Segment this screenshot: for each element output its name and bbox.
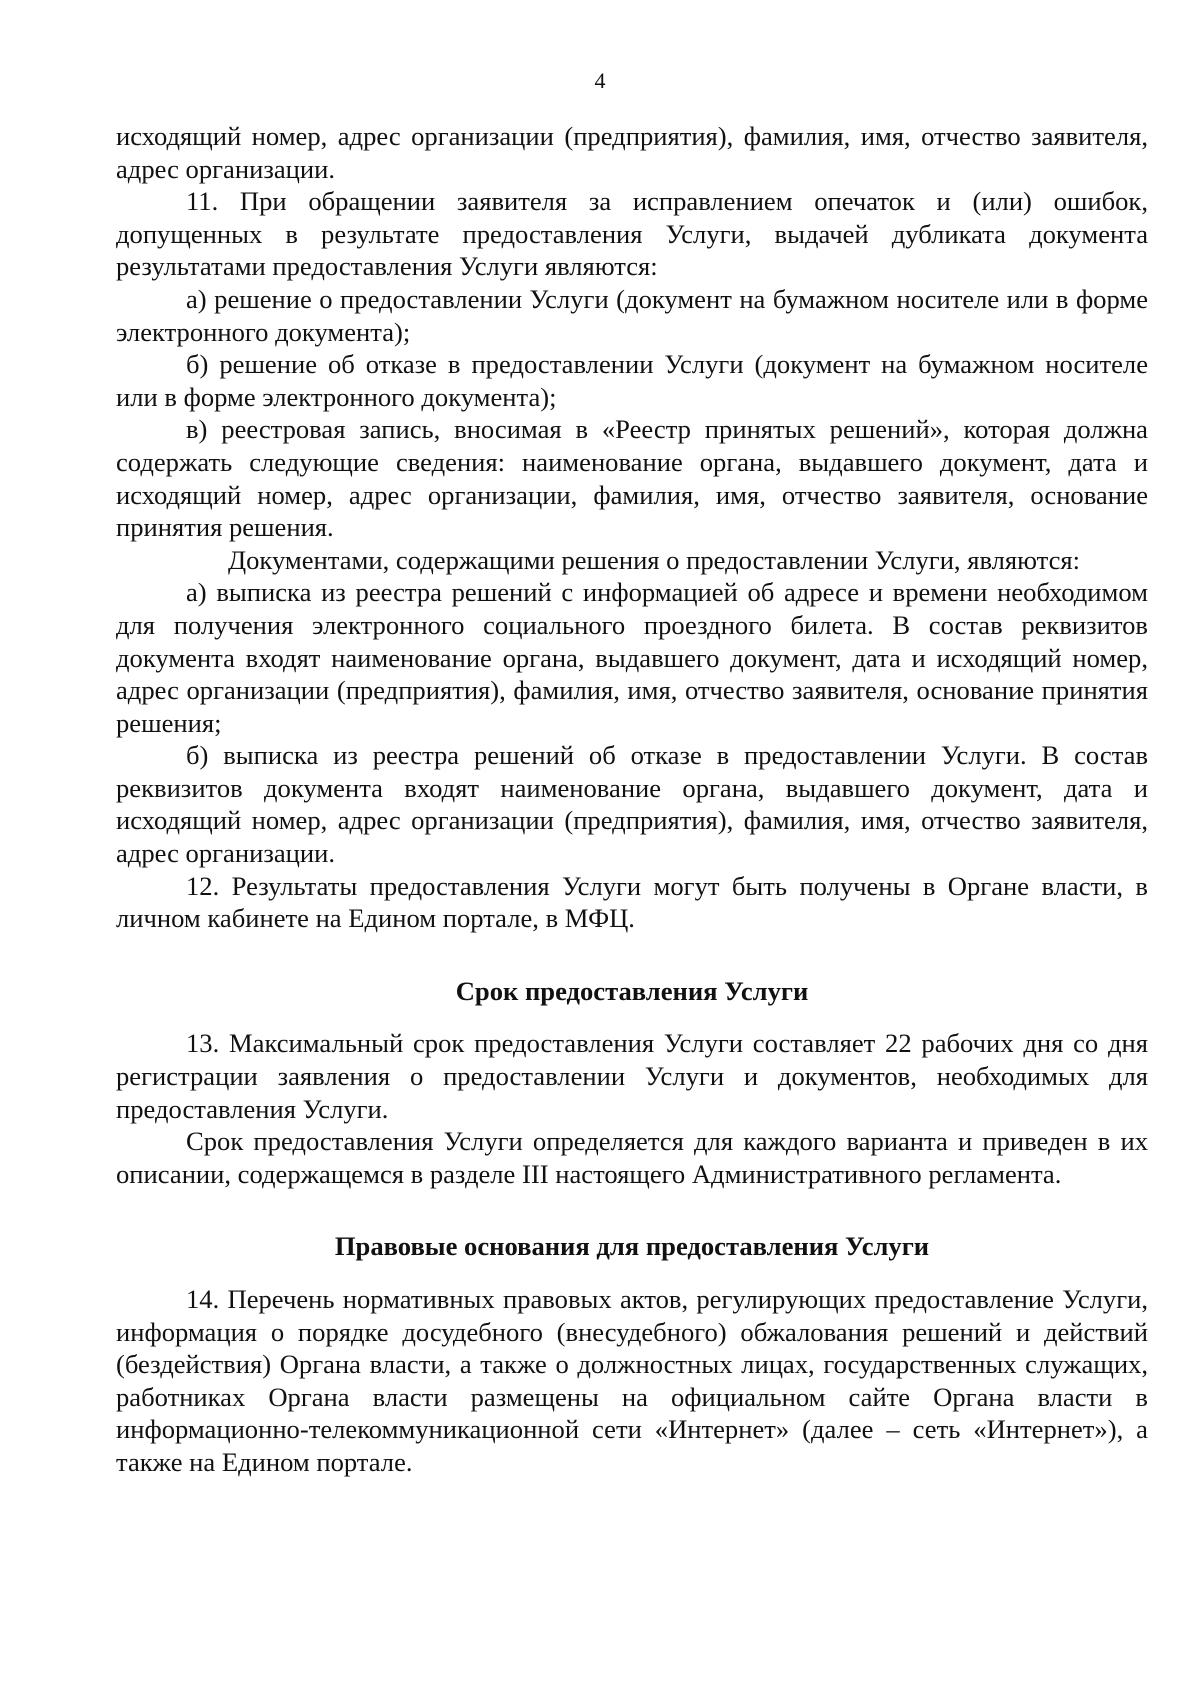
item-a-decision: а) решение о предоставлении Услуги (документ на бумажном носителе или в форме электронного документа); [116,283,1148,347]
paragraph-continuation: исходящий номер, адрес организации (предприятия), фамилия, имя, отчество заявителя, адрес организации. [116,121,1148,184]
paragraph-14: 14. Перечень нормативных правовых актов, регулирующих предоставление Услуги, информация о порядке досудебного (внесудебного) обжалования решений и действий (бездействия) Органа власти, а также о должностных лицах, государственных служащих, работниках Органа власти размещены на официальном сайте Органа власти в информационно-телекоммуникационной сети «Интернет» (далее – сеть «Интернет»), а также на Едином портале. [116,1284,1148,1477]
page-number: 4 [594,68,606,93]
item-b-refusal: б) решение об отказе в предоставлении Услуги (документ на бумажном носителе или в форме электронного документа); [116,349,1148,412]
paragraph-term-variants: Срок предоставления Услуги определяется для каждого варианта и приведен в их описании, содержащемся в разделе III настоящего Административного регламента. [116,1126,1148,1189]
documents-intro: Документами, содержащими решения о предоставлении Услуги, являются: [228,544,1081,575]
paragraph-11: 11. При обращении заявителя за исправлением опечаток и (или) ошибок, допущенных в результате предоставления Услуги, выдачей дубликата документа результатами предоставления Услуги являются: [116,186,1148,282]
section-heading-term: Срок предоставления Услуги [455,975,809,1006]
section-heading-legal: Правовые основания для предоставления Услуги [334,1231,930,1262]
item-a-extract: а) выписка из реестра решений с информацией об адресе и времени необходимом для получения электронного социального проездного билета. В состав реквизитов документа входят наименование органа, выдавшего документ, дата и исходящий номер, адрес организации (предприятия), фамилия, имя, отчество заявителя, основание принятия решения; [116,577,1148,738]
document-body [116,120,1148,1479]
item-b-extract-refusal: б) выписка из реестра решений об отказе в предоставлении Услуги. В состав реквизитов документа входят наименование органа, выдавшего документ, дата и исходящий номер, адрес организации (предприятия), фамилия, имя, отчество заявителя, адрес организации. [116,740,1148,869]
paragraph-13: 13. Максимальный срок предоставления Услуги составляет 22 рабочих дня со дня регистрации заявления о предоставлении Услуги и документов, необходимых для предоставления Услуги. [116,1028,1148,1124]
item-v-registry-record: в) реестровая запись, вносимая в «Реестр принятых решений», которая должна содержать следующие сведения: наименование органа, выдавшего документ, дата и исходящий номер, адрес организации, фамилия, имя, отчество заявителя, основание принятия решения. [116,414,1148,543]
paragraph-12: 12. Результаты предоставления Услуги могут быть получены в Органе власти, в личном кабинете на Едином портале, в МФЦ. [116,870,1148,934]
